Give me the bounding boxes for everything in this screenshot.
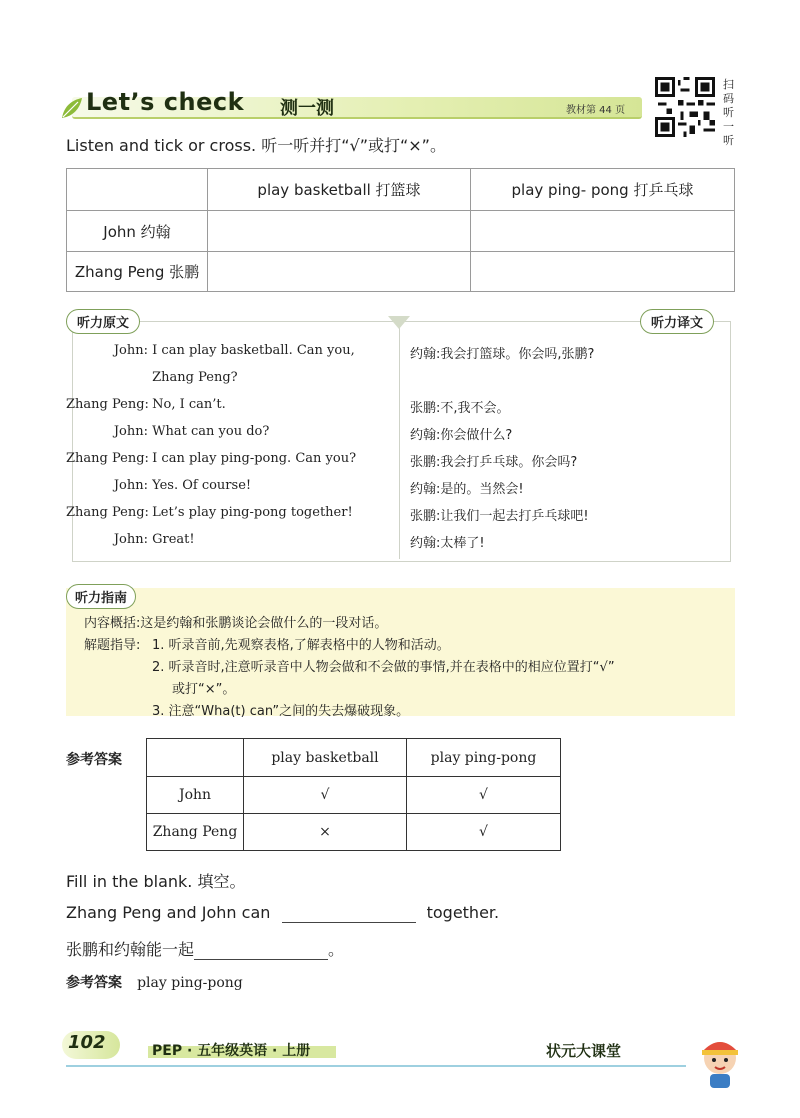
reference-answer-label: 参考答案 — [66, 752, 122, 768]
answer-text: play ping-pong — [137, 975, 243, 991]
transcript-line: John: What can you do? — [113, 424, 270, 439]
listening-guide-label: 听力指南 — [66, 584, 136, 609]
transcript-line: Zhang Peng? — [152, 370, 238, 385]
divider-notch — [388, 316, 410, 330]
transcript-line: Zhang Peng: Let’s play ping-pong together! — [66, 505, 353, 520]
scan-to-listen-label: 扫码听一听 — [723, 78, 734, 147]
table-header-cell — [67, 169, 208, 211]
translation-line: 张鹏:不,我不会。 — [410, 401, 510, 416]
table-row — [67, 251, 735, 291]
answer-cell[interactable] — [471, 251, 735, 291]
table-header-cell: play ping-pong — [407, 739, 561, 777]
answer-mark: √ — [244, 777, 407, 814]
footer-line — [66, 1065, 686, 1067]
translation-line: 约翰:我会打篮球。你会吗,张鹏? — [410, 347, 595, 362]
answer-cell[interactable] — [471, 211, 735, 251]
answer-mark: × — [244, 814, 407, 851]
blank-input[interactable] — [194, 940, 328, 960]
fill-answer — [66, 972, 243, 992]
reference-answer-label: 参考答案 — [66, 975, 122, 991]
answer-table — [146, 738, 561, 851]
fill-instruction: Fill in the blank. 填空。 — [66, 872, 246, 891]
answer-mark: √ — [407, 777, 561, 814]
guide-tip: 或打“×”。 — [172, 682, 236, 697]
table-header-cell: play basketball — [244, 739, 407, 777]
table-header-cell: play basketball 打篮球 — [208, 169, 471, 211]
translation-line: 约翰:是的。当然会! — [410, 482, 524, 497]
translation-line: 约翰:太棒了! — [410, 536, 485, 551]
leaf-icon — [60, 96, 84, 120]
translation-line: 张鹏:我会打乒乓球。你会吗? — [410, 455, 578, 470]
guide-tip: 3. 注意“Wha(t) can”之间的失去爆破现象。 — [152, 704, 410, 719]
transcript-line: John: I can play basketball. Can you, — [113, 343, 355, 358]
row-label: Zhang Peng — [147, 814, 244, 851]
blank-input[interactable] — [282, 903, 416, 923]
page-number: 102 — [68, 1032, 106, 1053]
table-header-cell — [147, 739, 244, 777]
guide-tip: 2. 听录音时,注意听录音中人物会做和不会做的事情,并在表格中的相应位置打“√” — [152, 660, 615, 675]
table-row — [147, 814, 561, 851]
guide-tips-label: 解题指导: — [84, 638, 141, 653]
table-row — [67, 211, 735, 251]
qr-code-icon[interactable] — [655, 77, 715, 137]
translation-line: 约翰:你会做什么? — [410, 428, 513, 443]
book-title: PEP · 五年级英语 · 上册 — [152, 1043, 311, 1059]
brand-name: 状元大课堂 — [546, 1042, 622, 1060]
listen-instruction: Listen and tick or cross. 听一听并打“√”或打“×”。 — [66, 136, 446, 155]
exercise-table — [66, 168, 735, 292]
translation-line: 张鹏:让我们一起去打乒乓球吧! — [410, 509, 589, 524]
transcript-divider — [399, 322, 400, 559]
row-label: John — [147, 777, 244, 814]
answer-mark: √ — [407, 814, 561, 851]
row-label: John 约翰 — [67, 211, 208, 251]
table-row — [147, 777, 561, 814]
table-header-cell: play ping- pong 打乒乓球 — [471, 169, 735, 211]
mascot-icon — [690, 1028, 750, 1090]
textbook-page-ref: 教材第 44 页 — [566, 105, 626, 116]
answer-cell[interactable] — [208, 211, 471, 251]
transcript-line: John: Great! — [113, 532, 195, 547]
transcript-line: Zhang Peng: No, I can’t. — [66, 397, 226, 412]
row-label: Zhang Peng 张鹏 — [67, 251, 208, 291]
transcript-line: Zhang Peng: I can play ping-pong. Can you? — [66, 451, 357, 466]
answer-cell[interactable] — [208, 251, 471, 291]
guide-tip: 1. 听录音前,先观察表格,了解表格中的人物和活动。 — [152, 638, 450, 653]
transcript-translation-label: 听力译文 — [640, 309, 714, 334]
transcript-line: John: Yes. Of course! — [113, 478, 252, 493]
fill-sentence: Zhang Peng and John can together. — [66, 903, 500, 922]
fill-sentence-chinese: 张鹏和约翰能一起 。 — [66, 940, 345, 959]
transcript-original-label: 听力原文 — [66, 309, 140, 334]
section-subtitle: 测一测 — [280, 98, 334, 119]
section-title: Let’s check — [86, 88, 245, 116]
guide-summary: 内容概括:这是约翰和张鹏谈论会做什么的一段对话。 — [84, 616, 388, 631]
